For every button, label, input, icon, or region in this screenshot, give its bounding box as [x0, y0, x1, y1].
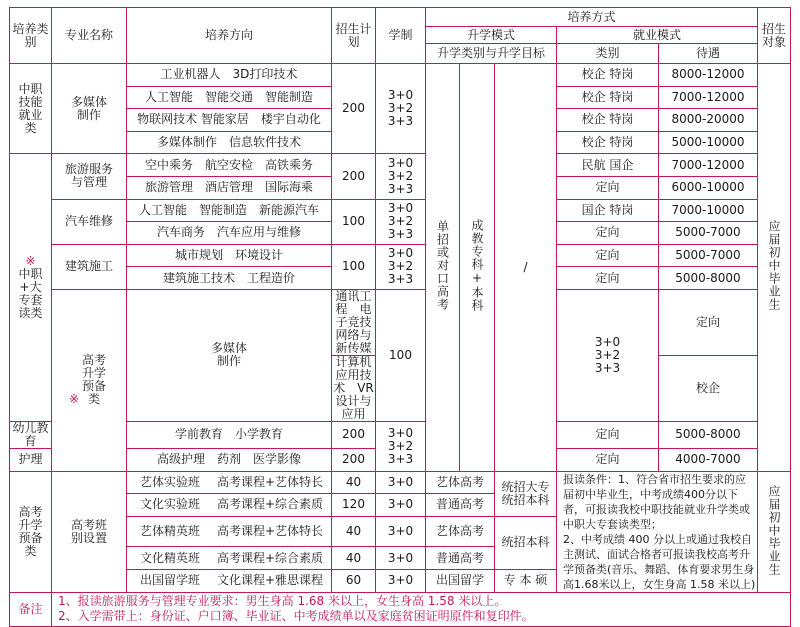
header-employ: 就业模式 [557, 27, 758, 44]
gaokao-plan: 120 [332, 494, 376, 517]
header-employ-type: 类别 [557, 44, 659, 64]
employ-type-cell: 定向 [557, 176, 659, 199]
target-1 [758, 64, 791, 472]
length-5: 3+0 3+2 3+3 [557, 289, 659, 421]
gaokao-dir: 高考课程+综合素质 [216, 550, 324, 565]
major-3: 汽车维修 [52, 199, 127, 244]
direction-cell: 物联网技术 智能家居 楼宇自动化 [127, 109, 332, 132]
gaokao-length: 3+0 [376, 569, 426, 592]
direction-cell: 城市规划 环境设计 [127, 244, 332, 267]
employ-type-cell: 校企 特岗 [557, 131, 659, 154]
gaokao-type: 艺体高考 [426, 516, 495, 547]
remarks-label: 备注 [10, 592, 52, 626]
employ-type-cell: 定向 [557, 244, 659, 267]
direction-cell: 旅游管理 酒店管理 国际海乘 [127, 176, 332, 199]
gaokao-type: 艺体高考 [426, 471, 495, 494]
apply-note: 报读条件：1、符合省市招生要求的应届初中毕业生，中考成绩400分以下者，可报读我校中职技能就业升学类或中职大专套读类型； 2、中考成绩 400 分以上或通过我校自主测试、面试合格者可报读我校高考升学预备类(音乐、舞蹈、体育要求男生身高1.68米以上，女生身高 1.58 米以上) [557, 471, 758, 592]
salary-cell: 5000-8000 [659, 267, 758, 290]
length-3: 3+0 3+2 3+3 [376, 199, 426, 244]
target-2-label: 应届初中毕业生 [767, 484, 781, 576]
remarks-content [52, 592, 791, 626]
category-3 [52, 289, 127, 471]
gaokao-goal-2: 统招本科 [495, 516, 557, 569]
employ-type-cell: 校企 特岗 [557, 109, 659, 132]
header-mode: 培养方式 [426, 8, 758, 27]
length-4: 3+0 3+2 3+3 [376, 244, 426, 289]
category-2-label: 中职+大专套读类 [18, 267, 43, 321]
gaokao-length: 3+0 [376, 516, 426, 547]
further-adult-label: 成教专科+本科 [470, 219, 484, 313]
remarks-line-1: 1、报读旅游服务与管理专业要求：男生身高 1.68 米以上，女生身高 1.58 米以上。 [58, 594, 507, 609]
employ-type-cell: 校企 [659, 355, 758, 421]
header-salary: 待遇 [659, 44, 758, 64]
major-5 [127, 289, 332, 421]
gaokao-class: 文化实验班 [139, 497, 200, 512]
direction-cell: 人工智能 智能制造 新能源汽车 [127, 199, 332, 222]
target-2 [758, 471, 791, 592]
gaokao-class: 出国留学班 [139, 573, 200, 588]
gaokao-goal-1 [495, 471, 557, 516]
header-type: 培养类别 [10, 8, 52, 64]
header-further: 升学模式 [426, 27, 557, 44]
salary-cell: 7000-12000 [659, 86, 758, 109]
gaokao-direction-cell [127, 471, 332, 494]
salary-cell: 5000-8000 [659, 421, 758, 448]
gaokao-class: 艺体实验班 [139, 474, 200, 489]
header-length: 学制 [376, 8, 426, 64]
direction-cell: 学前教育 小学教育 [127, 421, 332, 448]
major-8-label: 高考班别设置 [70, 517, 107, 545]
major-5-label: 多媒体制作 [210, 341, 247, 369]
salary-cell: 5000-7000 [659, 222, 758, 245]
header-plan: 招生计划 [332, 8, 376, 64]
employ-type-cell: 校企 特岗 [557, 64, 659, 87]
gaokao-direction-cell [127, 494, 332, 517]
gaokao-length: 3+0 [376, 494, 426, 517]
gaokao-goal-3: 专 本 硕 [495, 569, 557, 592]
direction-cell: 通讯工程 电子竞技 网络与新传媒 [332, 289, 376, 355]
employ-type-cell: 定向 [557, 267, 659, 290]
gaokao-length: 3+0 [376, 547, 426, 570]
plan-6: 200 [332, 421, 376, 448]
category-4 [10, 471, 52, 592]
enrollment-table [9, 7, 791, 627]
salary-cell: 6000-10000 [659, 176, 758, 199]
direction-cell: 建筑施工技术 工程造价 [127, 267, 332, 290]
header-target: 招生对象 [758, 8, 791, 64]
salary-cell: 8000-20000 [659, 109, 758, 132]
employ-type-cell: 定向 [557, 222, 659, 245]
salary-cell: 7000-12000 [659, 154, 758, 177]
direction-cell: 高级护理 药剂 医学影像 [127, 448, 332, 471]
major-8 [52, 471, 127, 592]
gaokao-type: 出国留学 [426, 569, 495, 592]
further-single-label: 单招或对口高考 [435, 220, 450, 312]
employ-type-cell: 校企 特岗 [557, 86, 659, 109]
length-2: 3+0 3+2 3+3 [376, 154, 426, 199]
employ-type-cell: 国企 特岗 [557, 199, 659, 222]
category-3-mark: ※ [68, 392, 80, 407]
major-1-label: 多媒体制作 [70, 94, 107, 122]
category-2 [10, 154, 52, 422]
direction-cell: 多媒体制作 信息软件技术 [127, 131, 332, 154]
direction-cell: 空中乘务 航空安检 高铁乘务 [127, 154, 332, 177]
major-6: 幼儿教育 [10, 421, 52, 448]
salary-cell: 8000-12000 [659, 64, 758, 87]
further-slash: / [495, 64, 557, 472]
target-1-label: 应届初中毕业生 [767, 220, 781, 312]
gaokao-direction-cell [127, 569, 332, 592]
gaokao-class: 艺体精英班 [139, 524, 200, 539]
salary-cell: 5000-10000 [659, 131, 758, 154]
major-1 [52, 64, 127, 154]
gaokao-dir: 高考课程+综合素质 [216, 497, 324, 512]
major-2 [52, 154, 127, 199]
employ-type-cell: 定向 [557, 448, 659, 471]
gaokao-dir: 文化课程+雅思课程 [216, 573, 324, 588]
further-single [426, 64, 460, 472]
gaokao-class: 文化精英班 [139, 550, 200, 565]
direction-cell: 人工智能 智能交通 智能制造 [127, 86, 332, 109]
header-further-target: 升学类别与升学目标 [426, 44, 557, 64]
direction-cell: 汽车商务 汽车应用与维修 [127, 222, 332, 245]
plan-4: 100 [332, 244, 376, 289]
salary-cell: 4000-7000 [659, 448, 758, 471]
gaokao-type: 普通高考 [426, 547, 495, 570]
header-major: 专业名称 [52, 8, 127, 64]
category-3-label: 高考升学预备类 [82, 353, 107, 407]
gaokao-plan: 40 [332, 547, 376, 570]
gaokao-length: 3+0 [376, 471, 426, 494]
plan-7: 200 [332, 448, 376, 471]
gaokao-plan: 40 [332, 471, 376, 494]
length-1: 3+0 3+2 3+3 [376, 64, 426, 154]
gaokao-dir: 高考课程+艺体特长 [216, 524, 324, 539]
gaokao-type: 普通高考 [426, 494, 495, 517]
employ-type-cell: 定向 [659, 289, 758, 355]
category-1-label: 中职技能就业类 [18, 81, 43, 135]
gaokao-direction-cell [127, 547, 332, 570]
plan-1: 200 [332, 64, 376, 154]
plan-5: 100 [376, 289, 426, 421]
gaokao-dir: 高考课程+艺体特长 [216, 474, 324, 489]
major-7: 护理 [10, 448, 52, 471]
salary-cell: 7000-10000 [659, 199, 758, 222]
length-6: 3+0 3+2 3+3 [376, 421, 426, 471]
salary-cell: 5000-7000 [659, 244, 758, 267]
plan-2: 200 [332, 154, 376, 199]
direction-cell: 工业机器人 3D打印技术 [127, 64, 332, 87]
remarks-line-2: 2、入学需带上：身份证、户口簿、毕业证、中考成绩单以及家庭贫困证明原件和复印件。 [58, 609, 534, 624]
gaokao-plan: 40 [332, 516, 376, 547]
gaokao-direction-cell [127, 516, 332, 547]
category-2-mark: ※ [25, 254, 36, 269]
employ-type-cell: 民航 国企 [557, 154, 659, 177]
plan-3: 100 [332, 199, 376, 244]
gaokao-goal-1-label: 统招大专统招本科 [501, 479, 550, 507]
major-2-label: 旅游服务与管理 [64, 162, 113, 190]
category-4-label: 高考升学预备类 [18, 504, 43, 558]
employ-type-cell: 定向 [557, 421, 659, 448]
gaokao-plan: 60 [332, 569, 376, 592]
category-1 [10, 64, 52, 154]
major-4: 建筑施工 [52, 244, 127, 289]
direction-cell: 计算机应用技术 VR设计与应用 [333, 354, 374, 421]
header-direction: 培养方向 [127, 8, 332, 64]
further-adult [460, 64, 495, 472]
